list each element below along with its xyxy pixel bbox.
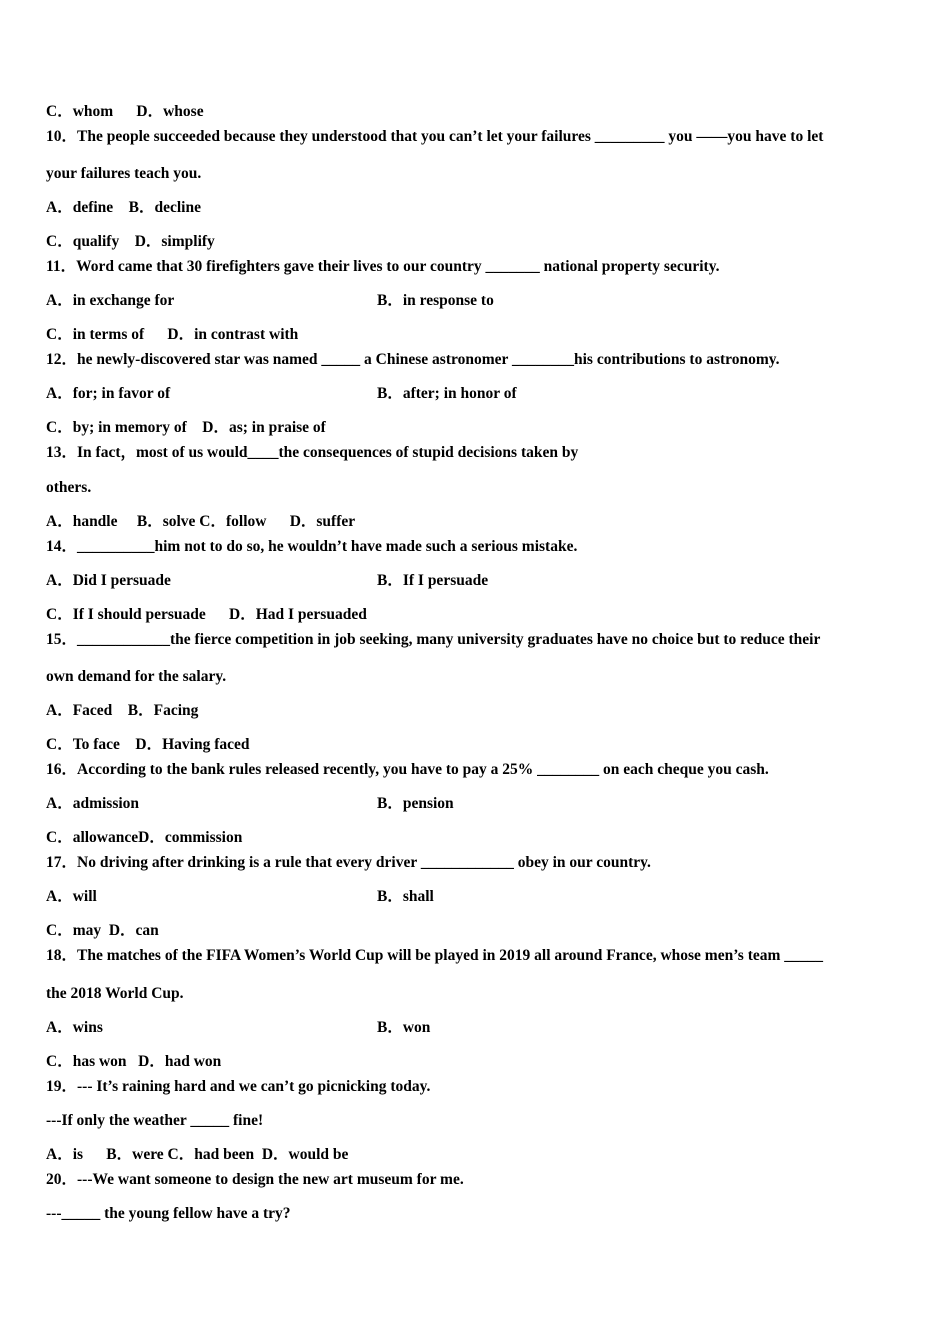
q12-stem: 12．he newly-discovered star was named _____ a Chinese astronomer ________his contributions to astronomy. bbox=[46, 351, 780, 368]
q17-options-cd: C．may D．can bbox=[46, 922, 159, 939]
q20-stem-cont: ---_____ the young fellow have a try? bbox=[46, 1205, 291, 1222]
q14-option-b: B．If I persuade bbox=[377, 572, 489, 589]
q10-options-ab: A．define B．decline bbox=[46, 199, 201, 216]
q11-stem: 11．Word came that 30 firefighters gave their lives to our country _______ national property security. bbox=[46, 258, 720, 275]
q10-stem: 10．The people succeeded because they understood that you can’t let your failures _________ you ——you have to let bbox=[46, 128, 824, 145]
q14-stem: 14．__________him not to do so, he wouldn’t have made such a serious mistake. bbox=[46, 538, 578, 555]
q10-options-cd: C．qualify D．simplify bbox=[46, 233, 215, 250]
q13-stem-cont: others. bbox=[46, 479, 92, 496]
q19-stem-cont: ---If only the weather _____ fine! bbox=[46, 1112, 264, 1129]
q16-option-b: B．pension bbox=[377, 795, 454, 812]
q12-options-cd: C．by; in memory of D．as; in praise of bbox=[46, 419, 326, 436]
q18-option-a: A．wins bbox=[46, 1019, 103, 1036]
q14-option-a: A．Did I persuade bbox=[46, 572, 171, 589]
q11-options-cd: C．in terms of D．in contrast with bbox=[46, 326, 299, 343]
q9-options-cd: C．whom D．whose bbox=[46, 103, 204, 120]
q17-option-a: A．will bbox=[46, 888, 97, 905]
q16-option-a: A．admission bbox=[46, 795, 140, 812]
q18-stem-cont: the 2018 World Cup. bbox=[46, 985, 184, 1002]
q16-stem: 16．According to the bank rules released recently, you have to pay a 25% ________ on each cheque you cash. bbox=[46, 761, 769, 778]
q13-stem: 13．In fact，most of us would____the consequences of stupid decisions taken by bbox=[46, 444, 579, 461]
q18-option-b: B．won bbox=[377, 1019, 431, 1036]
q16-options-cd: C．allowanceD．commission bbox=[46, 829, 243, 846]
q17-stem: 17．No driving after drinking is a rule that every driver ____________ obey in our country. bbox=[46, 854, 651, 871]
q15-options-cd: C．To face D．Having faced bbox=[46, 736, 250, 753]
q19-options: A．is B．were C．had been D．would be bbox=[46, 1146, 349, 1163]
q12-option-b: B．after; in honor of bbox=[377, 385, 517, 402]
q13-options: A．handle B．solve C．follow D．suffer bbox=[46, 513, 356, 530]
q19-stem: 19．--- It’s raining hard and we can’t go picnicking today. bbox=[46, 1078, 431, 1095]
q11-option-a: A．in exchange for bbox=[46, 292, 175, 309]
q11-option-b: B．in response to bbox=[377, 292, 494, 309]
q15-stem: 15．____________the fierce competition in job seeking, many university graduates have no choice but to reduce their bbox=[46, 631, 821, 648]
q14-options-cd: C．If I should persuade D．Had I persuaded bbox=[46, 606, 367, 623]
q12-option-a: A．for; in favor of bbox=[46, 385, 171, 402]
q15-options-ab: A．Faced B．Facing bbox=[46, 702, 199, 719]
q17-option-b: B．shall bbox=[377, 888, 434, 905]
q18-stem: 18．The matches of the FIFA Women’s World Cup will be played in 2019 all around France, whose men’s team _____ bbox=[46, 947, 824, 964]
q18-options-cd: C．has won D．had won bbox=[46, 1053, 222, 1070]
q15-stem-cont: own demand for the salary. bbox=[46, 668, 227, 685]
q20-stem: 20．---We want someone to design the new art museum for me. bbox=[46, 1171, 464, 1188]
q10-stem-cont: your failures teach you. bbox=[46, 165, 202, 182]
